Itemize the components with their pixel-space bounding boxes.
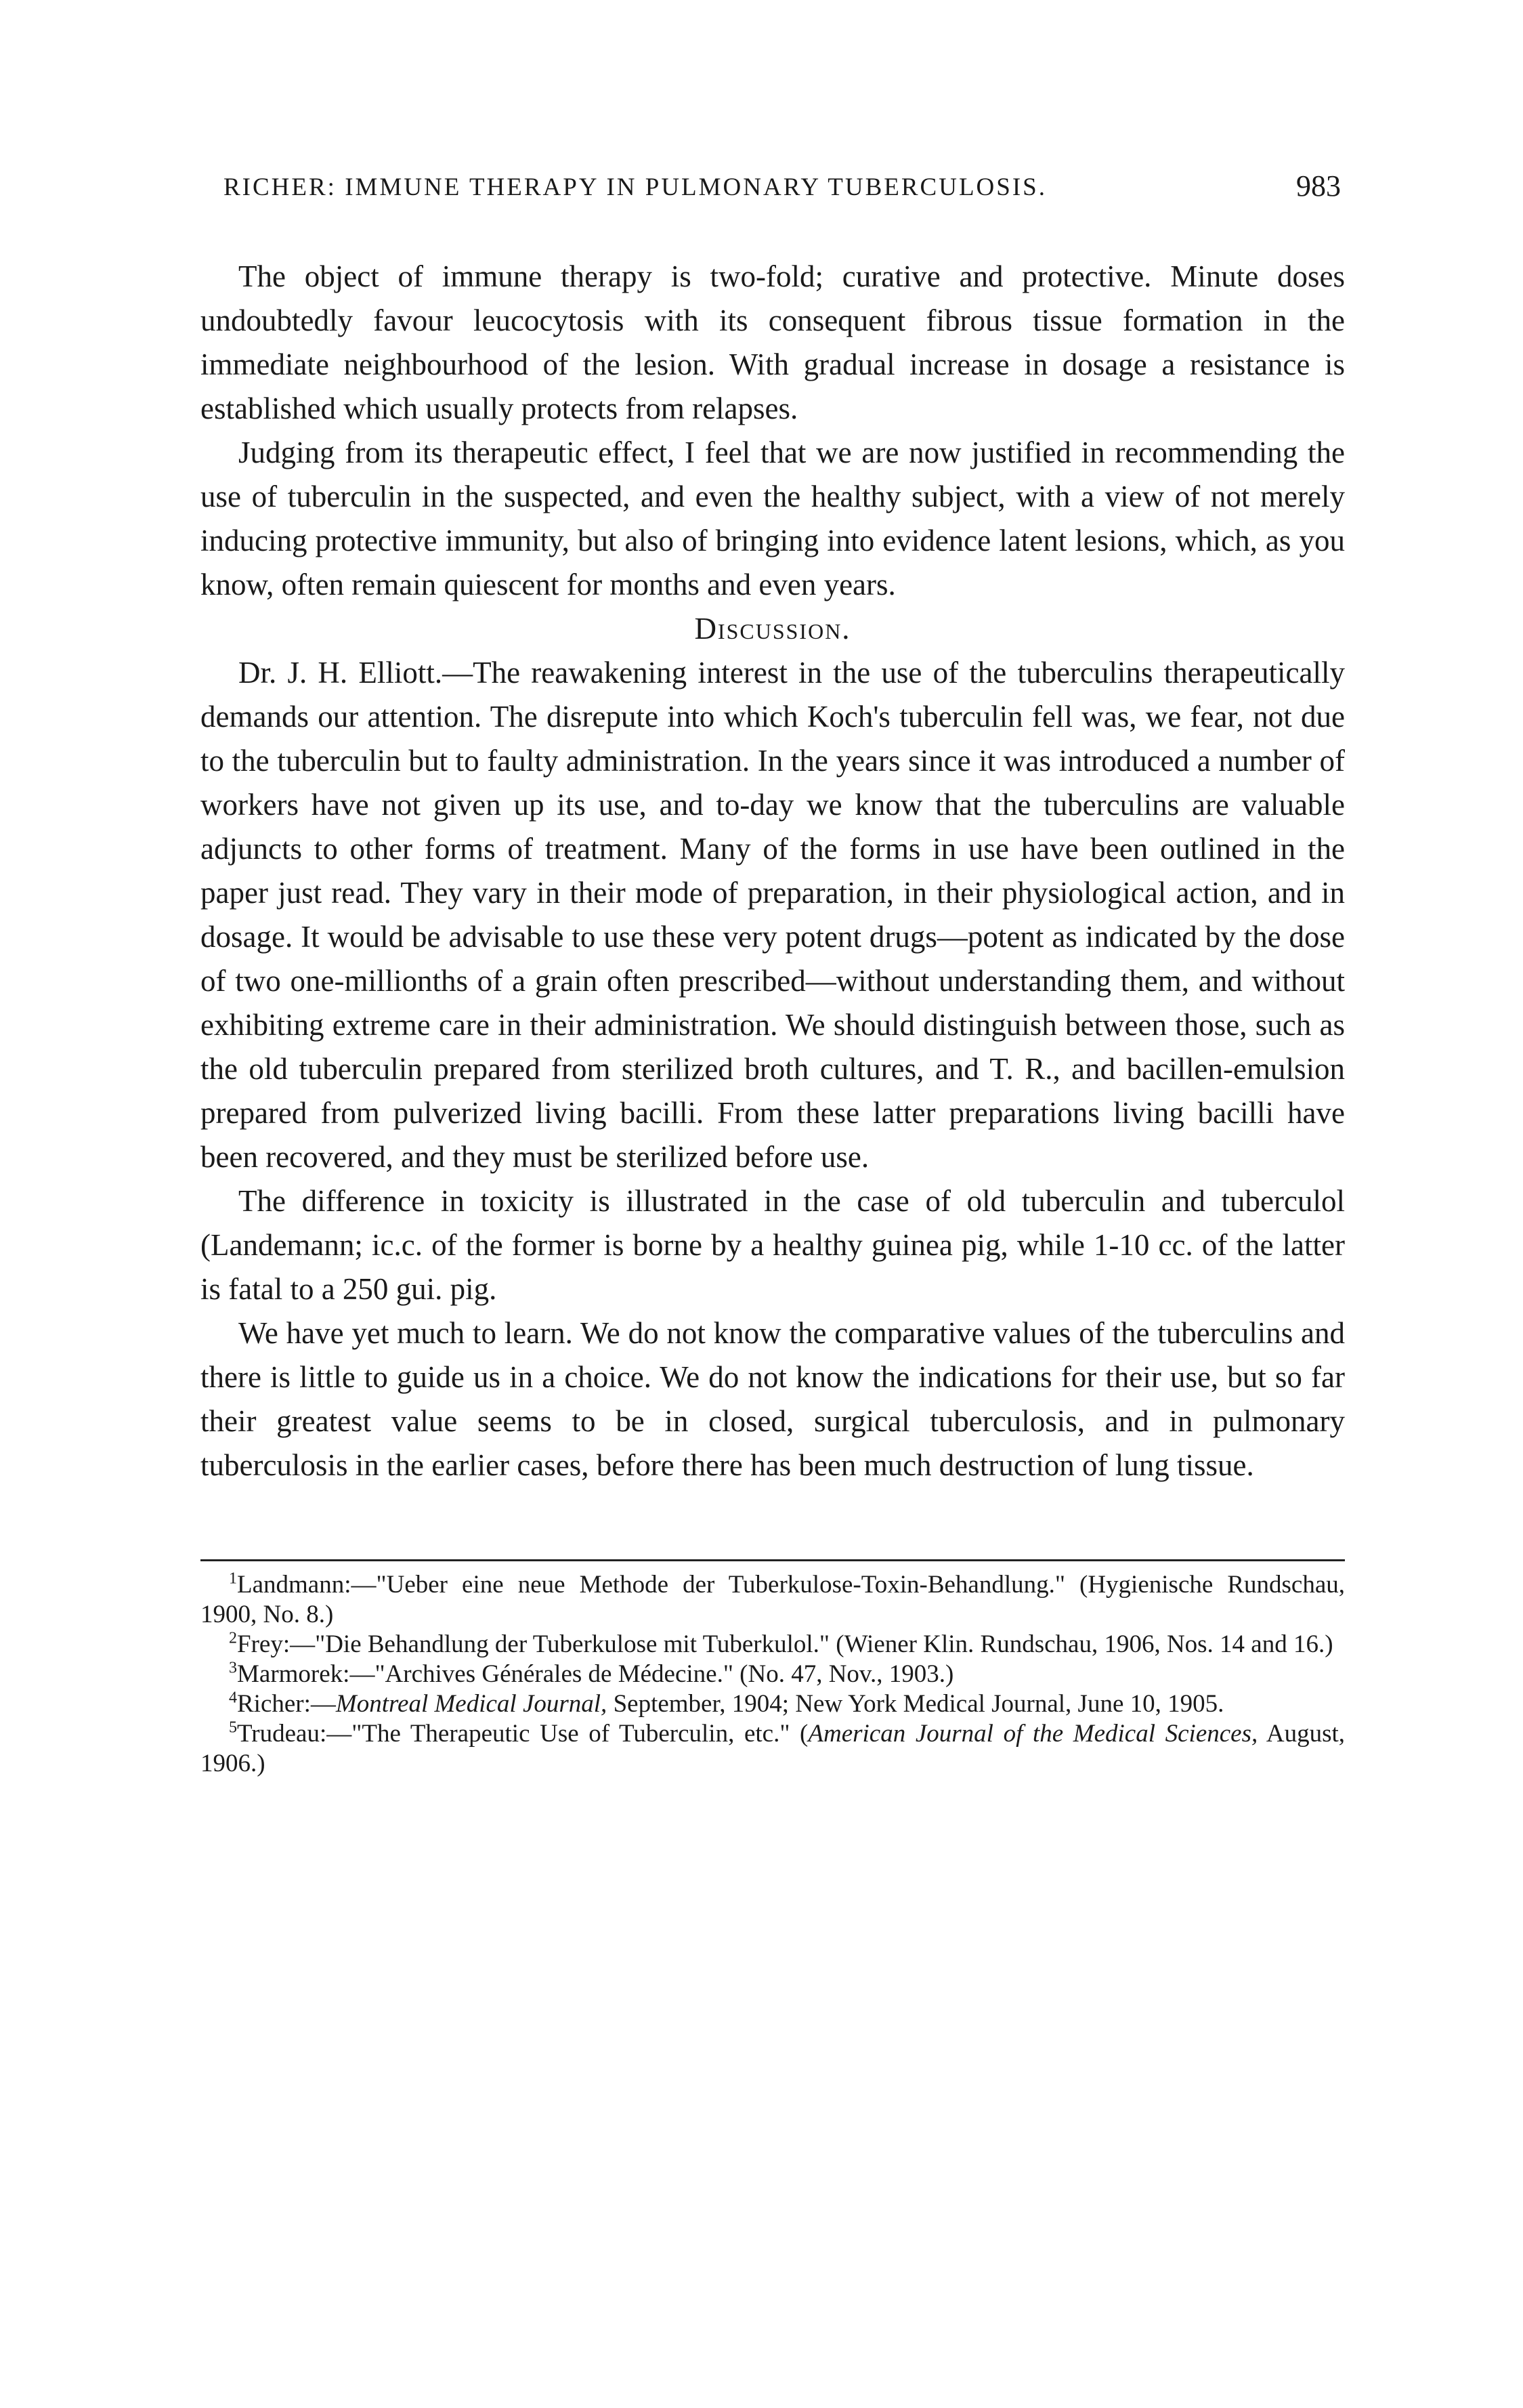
footnote-text-continued: August, 1906.) (200, 1720, 1345, 1777)
discussion-paragraph: The difference in toxicity is illustrated in the case of old tuberculin and tuberculol (Landemann; ic.c. of the former is borne by a healthy guinea pig, while 1-10 cc. of the latter is fatal to a 250 gui. pig. (200, 1184, 1345, 1306)
footnote-mark: 2 (229, 1629, 237, 1647)
article-body (200, 255, 1345, 1487)
discussion-paragraph: Dr. J. H. Elliott.—The reawakening interest in the use of the tuberculins therapeutically demands our attention. The disrepute into which Koch's tuberculin fell was, we fear, not due to the tuberculin but to faulty administration. In the years since it was introduced a number of workers have not given up its use, and to-day we know that the tuberculins are valuable adjuncts to other forms of treatment. Many of the forms in use have been outlined in the paper just read. They vary in their mode of preparation, in their physiological action, and in dosage. It would be advisable to use these very potent drugs—potent as indicated by the dose of two one-millionths of a grain often prescribed—without understanding them, and without exhibiting extreme care in their administration. We should distinguish between those, such as the old tuberculin prepared from sterilized broth cultures, and T. R., and bacillen-emulsion prepared from pulverized living bacilli. From these latter preparations living bacilli have been recovered, and they must be sterilized before use. (200, 656, 1345, 1174)
footnote-divider (200, 1559, 1345, 1561)
discussion-paragraph: We have yet much to learn. We do not know the comparative values of the tuberculins and there is little to guide us in a choice. We do not know the indications for their use, but so far their greatest value seems to be in closed, surgical tuberculosis, and in pulmonary tuberculosis in the earlier cases, before there has been much destruction of lung tissue. (200, 1316, 1345, 1482)
footnote (200, 1660, 1345, 1689)
footnote (200, 1689, 1345, 1719)
body-paragraph: The object of immune therapy is two-fold; curative and protective. Minute doses undoubtedly favour leucocytosis with its consequent fibrous tissue formation in the immediate neighbourhood of the lesion. With gradual increase in dosage a resistance is established which usually protects from relapses. (200, 259, 1345, 425)
footnote-text: Frey:—"Die Behandlung der Tuberkulose mit Tuberkulol." (Wiener Klin. Rundschau, 1906, Nos. 14 and 16.) (237, 1630, 1333, 1658)
footnote-journal-title: Montreal Medical Journal, (335, 1690, 607, 1718)
footnote-text-continued: September, 1904; New York Medical Journal, June 10, 1905. (607, 1690, 1224, 1718)
footnote (200, 1719, 1345, 1779)
footnote-mark: 3 (229, 1659, 237, 1677)
footnote-text: Trudeau:—"The Therapeutic Use of Tuberculin, etc." ( (237, 1720, 809, 1748)
discussion-heading: Discussion. (694, 612, 851, 646)
footnote (200, 1570, 1345, 1630)
footnote-mark: 4 (229, 1689, 237, 1707)
footnote-text: Landmann:—"Ueber eine neue Methode der Tuberkulose-Toxin-Behandlung." (Hygienische Rundschau, 1900, No. 8.) (200, 1571, 1345, 1628)
running-title: RICHER: IMMUNE THERAPY IN PULMONARY TUBERCULOSIS. (223, 173, 1047, 201)
footnotes (200, 1570, 1345, 1779)
body-paragraph: Judging from its therapeutic effect, I feel that we are now justified in recommending the use of tuberculin in the suspected, and even the healthy subject, with a view of not merely inducing protective immunity, but also of bringing into evidence latent lesions, which, as you know, often remain quiescent for months and even years. (200, 436, 1345, 601)
footnote-text: Marmorek:—"Archives Générales de Médecine." (No. 47, Nov., 1903.) (237, 1660, 954, 1688)
footnote-journal-title: American Journal of the Medical Sciences, (808, 1720, 1258, 1748)
footnote (200, 1630, 1345, 1660)
running-head (223, 169, 1341, 203)
footnote-mark: 5 (229, 1718, 237, 1737)
footnote-text: Richer:— (237, 1690, 336, 1718)
page-number: 983 (1296, 169, 1341, 203)
footnote-mark: 1 (229, 1569, 237, 1588)
